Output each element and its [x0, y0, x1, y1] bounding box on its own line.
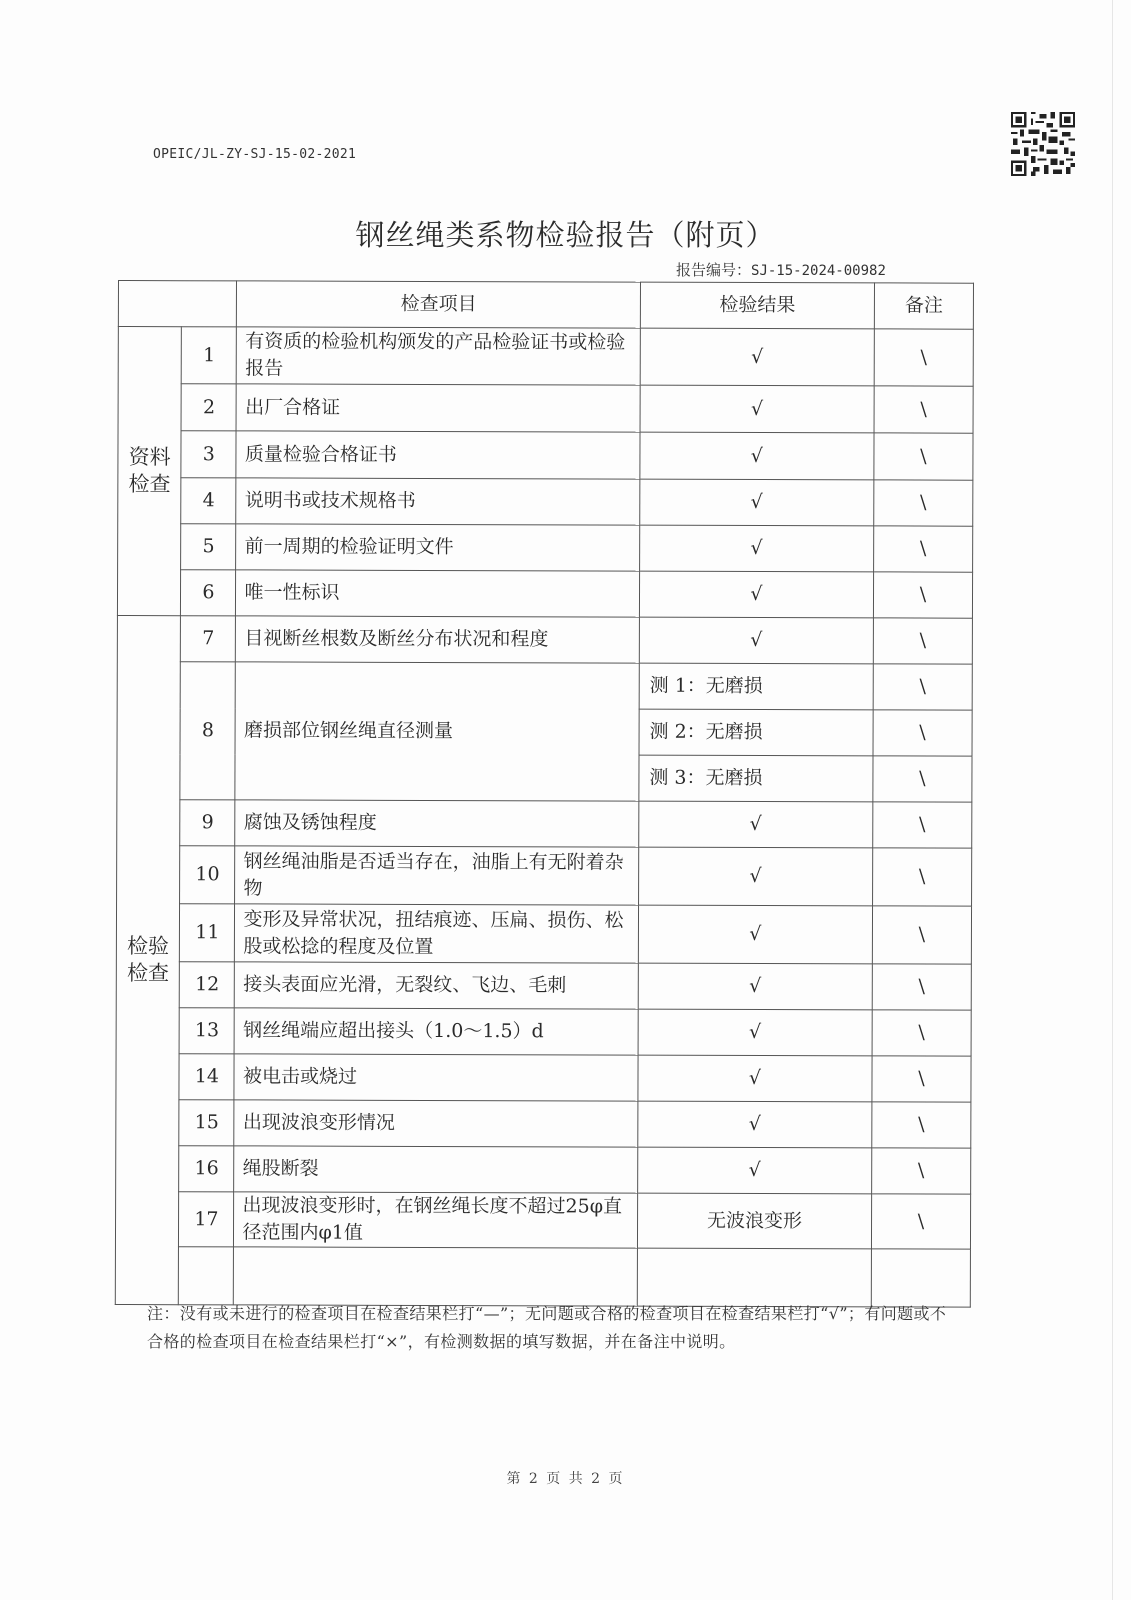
- row-remark: \: [872, 1148, 971, 1194]
- row-result: √: [638, 1147, 872, 1194]
- inspection-table: [115, 280, 974, 1308]
- row-result-measure-3: 测 3：无磨损: [639, 755, 873, 802]
- table-row: [116, 961, 971, 1010]
- table-row: [117, 799, 972, 848]
- row-result: √: [638, 1009, 872, 1056]
- row-result: √: [640, 385, 874, 433]
- table-row: [118, 431, 973, 481]
- row-remark: \: [874, 386, 973, 433]
- table-row: [115, 1246, 970, 1307]
- row-item: 变形及异常状况，扭结痕迹、压扁、损伤、松股或松捻的程度及位置: [235, 904, 639, 963]
- table-row: [118, 327, 973, 387]
- table-row: [116, 1099, 971, 1148]
- row-result-measure-1: 测 1：无磨损: [639, 663, 873, 710]
- note-text: 注：没有或未进行的检查项目在检查结果栏打“—”；无问题或合格的检查项目在检查结果栏打“√”；有问题或不合格的检查项目在检查结果栏打“×”，有检测数据的填写数据，并在备注中说明。: [147, 1304, 947, 1351]
- table-row: [116, 903, 971, 964]
- row-item: 出厂合格证: [237, 384, 641, 432]
- table-header-row: [118, 281, 973, 330]
- row-remark: \: [874, 480, 973, 526]
- row-item: 前一周期的检验证明文件: [236, 524, 640, 571]
- row-remark: \: [871, 1194, 970, 1249]
- table-row: [117, 845, 972, 906]
- row-number: 3: [181, 431, 236, 478]
- qr-code-icon: [1011, 112, 1075, 176]
- row-number: 11: [180, 904, 235, 962]
- row-remark: \: [872, 964, 971, 1010]
- row-item: 目视断丝根数及断丝分布状况和程度: [236, 616, 640, 663]
- section-label-document-check: 资料检查: [117, 327, 181, 616]
- row-item: 绳股断裂: [234, 1146, 638, 1193]
- row-number: 17: [179, 1192, 234, 1247]
- row-result-measure-2: 测 2：无磨损: [639, 709, 873, 756]
- header-item: 检查项目: [237, 281, 641, 328]
- row-item: 接头表面应光滑，无裂纹、飞边、毛刺: [235, 962, 639, 1009]
- report-title: 钢丝绳类系物检验报告（附页）: [355, 218, 776, 252]
- row-result: √: [638, 905, 872, 964]
- row-remark: \: [872, 906, 971, 964]
- row-item: 唯一性标识: [236, 570, 640, 617]
- row-number: 2: [181, 384, 236, 431]
- row-result: √: [638, 963, 872, 1010]
- row-remark: \: [873, 756, 972, 802]
- row-item: 质量检验合格证书: [236, 431, 640, 479]
- row-result: √: [640, 525, 874, 572]
- row-item: 被电击或烧过: [234, 1054, 638, 1101]
- row-remark: \: [873, 664, 972, 710]
- row-item: 钢丝绳油脂是否适当存在，油脂上有无附着杂物: [235, 846, 639, 905]
- row-number: 14: [179, 1054, 234, 1100]
- row-remark: \: [872, 1010, 971, 1056]
- row-remark: \: [874, 433, 973, 480]
- row-result: √: [639, 847, 873, 906]
- table-row: [116, 1145, 971, 1194]
- row-remark: \: [872, 848, 971, 906]
- row-result: [637, 1248, 871, 1307]
- row-remark: \: [872, 1102, 971, 1148]
- row-number: 15: [179, 1100, 234, 1146]
- page-number: 第 2 页 共 2 页: [506, 1471, 625, 1487]
- table-row: [117, 615, 972, 664]
- row-remark: \: [874, 329, 973, 386]
- row-item: 腐蚀及锈蚀程度: [235, 800, 639, 847]
- report-number-label: 报告编号：: [676, 261, 752, 279]
- row-item: [234, 1247, 638, 1306]
- row-number: 8: [180, 662, 236, 800]
- row-item: 出现波浪变形情况: [234, 1100, 638, 1147]
- row-number: 1: [182, 327, 237, 384]
- table-row: [116, 1053, 971, 1102]
- table-row: [118, 524, 973, 573]
- row-remark: [871, 1249, 970, 1307]
- row-number: 6: [181, 570, 236, 616]
- header-result: 检验结果: [640, 282, 874, 329]
- row-item: 出现波浪变形时，在钢丝绳长度不超过25φ直径范围内φ1值: [234, 1192, 638, 1248]
- table-row: [118, 478, 973, 527]
- row-remark: \: [873, 618, 972, 664]
- row-result: √: [640, 432, 874, 480]
- row-number: 7: [181, 616, 236, 662]
- row-number: 5: [181, 524, 236, 570]
- report-number-value: SJ-15-2024-00982: [751, 263, 886, 279]
- row-result: √: [639, 617, 873, 664]
- row-result: 无波浪变形: [637, 1193, 871, 1249]
- row-remark: \: [872, 1056, 971, 1102]
- row-result: √: [640, 479, 874, 526]
- table-row: [117, 661, 972, 710]
- row-item: 磨损部位钢丝绳直径测量: [235, 662, 639, 801]
- row-remark: \: [873, 710, 972, 756]
- row-remark: \: [873, 802, 972, 848]
- table-row: [118, 384, 973, 434]
- table-row: [115, 1191, 970, 1249]
- section-label-inspection-check: 检验检查: [115, 615, 180, 1304]
- report-number: [676, 259, 886, 280]
- header-blank-cell: [118, 281, 237, 327]
- row-result: √: [639, 571, 873, 618]
- row-number: 16: [179, 1146, 234, 1192]
- row-number: 4: [181, 478, 236, 524]
- row-result: √: [640, 328, 874, 386]
- row-number: 9: [180, 800, 235, 846]
- document-code: OPEIC/JL-ZY-SJ-15-02-2021: [153, 147, 357, 162]
- row-number: [179, 1247, 234, 1305]
- row-number: 13: [179, 1008, 234, 1054]
- row-result: √: [638, 1055, 872, 1102]
- header-remark: 备注: [874, 283, 973, 329]
- row-item: 钢丝绳端应超出接头（1.0～1.5）d: [235, 1008, 639, 1055]
- table-row: [116, 1007, 971, 1056]
- row-item: 说明书或技术规格书: [236, 478, 640, 525]
- row-remark: \: [873, 526, 972, 572]
- table-row: [117, 570, 972, 619]
- row-number: 10: [180, 846, 235, 904]
- row-item: 有资质的检验机构颁发的产品检验证书或检验报告: [237, 327, 641, 385]
- row-remark: \: [873, 572, 972, 618]
- row-result: √: [639, 801, 873, 848]
- row-number: 12: [180, 962, 235, 1008]
- row-result: √: [638, 1101, 872, 1148]
